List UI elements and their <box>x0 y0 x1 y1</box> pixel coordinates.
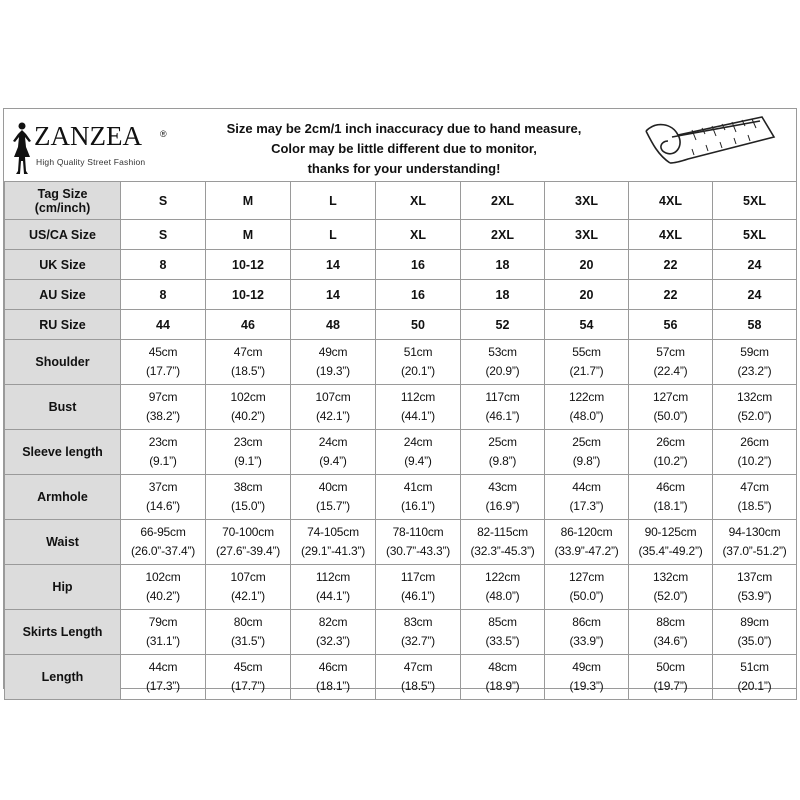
cm-value: 50cm <box>656 660 685 674</box>
measurement-cell <box>291 385 376 430</box>
inch-value: (31.5”) <box>231 634 265 648</box>
cm-value: 55cm <box>572 345 601 359</box>
inch-value: (35.4”-49.2”) <box>638 544 703 558</box>
inch-value: (32.3”-45.3”) <box>470 544 535 558</box>
cm-value: 102cm <box>230 390 266 404</box>
measurement-cell <box>376 430 461 475</box>
cm-value: 132cm <box>736 390 773 404</box>
inch-value: (20.1”) <box>401 364 435 378</box>
inch-value: (32.3”) <box>316 634 350 648</box>
row-label: Hip <box>5 565 121 610</box>
cm-value: 44cm <box>148 660 178 674</box>
inch-value: (23.2”) <box>737 364 772 378</box>
cm-value: 94-130cm <box>728 525 781 539</box>
measurement-cell <box>291 565 376 610</box>
size-cell: 2XL <box>461 220 545 250</box>
measurement-cell <box>376 655 461 700</box>
inch-value: (20.9”) <box>485 364 520 378</box>
cm-value: 25cm <box>572 435 601 449</box>
inch-value: (16.1”) <box>401 499 435 513</box>
row-label-line: Tag Size <box>37 186 88 201</box>
cm-value: 57cm <box>656 345 685 359</box>
inch-value: (33.9”-47.2”) <box>554 544 619 558</box>
cm-value: 132cm <box>652 570 689 584</box>
measurement-cell <box>121 430 206 475</box>
inch-value: (44.1”) <box>316 589 350 603</box>
cm-value: 46cm <box>656 480 685 494</box>
inch-value: (52.0”) <box>737 409 772 423</box>
woman-silhouette-icon <box>10 121 34 177</box>
size-cell: 3XL <box>545 220 629 250</box>
row-label: AU Size <box>5 280 121 310</box>
inch-value: (50.0”) <box>569 589 604 603</box>
inch-value: (29.1”-41.3”) <box>300 544 366 558</box>
table-row <box>5 340 797 385</box>
size-cell: 24 <box>713 280 797 310</box>
measurement-cell <box>206 385 291 430</box>
measurement-cell <box>121 475 206 520</box>
inch-value: (18.1”) <box>316 679 350 693</box>
size-cell: 4XL <box>629 220 713 250</box>
measurement-cell <box>713 655 797 700</box>
cm-value: 86-120cm <box>560 525 613 539</box>
inch-value: (14.6”) <box>146 499 180 513</box>
table-row <box>5 565 797 610</box>
measurement-cell <box>461 340 545 385</box>
inch-value: (42.1”) <box>316 409 350 423</box>
row-label <box>5 182 121 220</box>
measurement-cell <box>545 565 629 610</box>
size-cell: 2XL <box>461 182 545 220</box>
measurement-cell <box>291 340 376 385</box>
measurement-cell <box>713 565 797 610</box>
inch-value: (16.9”) <box>485 499 520 513</box>
cm-value: 127cm <box>568 570 605 584</box>
inch-value: (27.6”-39.4”) <box>215 544 281 558</box>
cm-value: 127cm <box>652 390 689 404</box>
cm-value: 41cm <box>403 480 433 494</box>
size-cell: 44 <box>121 310 206 340</box>
inch-value: (48.0”) <box>485 589 520 603</box>
registered-mark: ® <box>160 129 167 139</box>
inch-value: (17.7”) <box>231 679 265 693</box>
cm-value: 122cm <box>568 390 605 404</box>
measurement-cell <box>629 475 713 520</box>
size-chart <box>3 108 797 693</box>
measurement-cell <box>121 385 206 430</box>
size-cell: 16 <box>376 280 461 310</box>
measurement-cell <box>629 430 713 475</box>
measurement-cell <box>376 475 461 520</box>
inch-value: (35.0”) <box>737 634 772 648</box>
cm-value: 112cm <box>315 570 351 584</box>
inch-value: (18.9”) <box>485 679 520 693</box>
row-label: Waist <box>5 520 121 565</box>
inch-value: (17.7”) <box>146 364 180 378</box>
cm-value: 86cm <box>572 615 601 629</box>
size-cell: 20 <box>545 250 629 280</box>
size-cell: 58 <box>713 310 797 340</box>
cm-value: 48cm <box>488 660 517 674</box>
cm-value: 82-115cm <box>477 525 528 539</box>
measurement-cell <box>545 610 629 655</box>
inch-value: (21.7”) <box>569 364 604 378</box>
size-cell: L <box>291 220 376 250</box>
cm-value: 51cm <box>740 660 769 674</box>
size-cell: XL <box>376 220 461 250</box>
inch-value: (15.7”) <box>316 499 350 513</box>
size-cell: 3XL <box>545 182 629 220</box>
cm-value: 83cm <box>403 615 433 629</box>
row-label: US/CA Size <box>5 220 121 250</box>
size-cell: 24 <box>713 250 797 280</box>
cm-value: 49cm <box>572 660 601 674</box>
measurement-cell <box>713 520 797 565</box>
size-cell: 5XL <box>713 182 797 220</box>
measurement-cell <box>121 520 206 565</box>
table-row <box>5 520 797 565</box>
inch-value: (10.2”) <box>653 454 688 468</box>
measurement-cell <box>121 610 206 655</box>
table-row <box>5 610 797 655</box>
row-label: Bust <box>5 385 121 430</box>
row-label: Skirts Length <box>5 610 121 655</box>
size-cell: 50 <box>376 310 461 340</box>
size-cell: S <box>121 182 206 220</box>
measurement-cell <box>376 520 461 565</box>
measurement-cell <box>121 655 206 700</box>
size-cell: 22 <box>629 280 713 310</box>
size-cell: L <box>291 182 376 220</box>
size-cell: 20 <box>545 280 629 310</box>
measurement-notice <box>204 119 604 179</box>
table-row <box>5 385 797 430</box>
cm-value: 78-110cm <box>392 525 444 539</box>
size-cell: 18 <box>461 250 545 280</box>
measurement-cell <box>545 430 629 475</box>
brand-tagline: High Quality Street Fashion <box>36 157 146 167</box>
table-row <box>5 475 797 520</box>
cm-value: 25cm <box>488 435 517 449</box>
notice-line: thanks for your understanding! <box>307 161 501 176</box>
cm-value: 102cm <box>145 570 181 584</box>
size-cell: 4XL <box>629 182 713 220</box>
size-cell: 46 <box>206 310 291 340</box>
size-cell: 54 <box>545 310 629 340</box>
measurement-cell <box>545 340 629 385</box>
row-label: UK Size <box>5 250 121 280</box>
cm-value: 117cm <box>485 390 520 404</box>
measurement-cell <box>629 385 713 430</box>
cm-value: 117cm <box>400 570 436 584</box>
measurement-cell <box>291 430 376 475</box>
size-cell: 22 <box>629 250 713 280</box>
measurement-cell <box>629 340 713 385</box>
cm-value: 47cm <box>233 345 263 359</box>
size-cell: XL <box>376 182 461 220</box>
table-row <box>5 280 797 310</box>
measurement-cell <box>206 565 291 610</box>
cm-value: 107cm <box>230 570 266 584</box>
inch-value: (40.2”) <box>146 589 180 603</box>
measurement-cell <box>713 385 797 430</box>
cm-value: 43cm <box>488 480 517 494</box>
inch-value: (33.5”) <box>485 634 520 648</box>
inch-value: (20.1”) <box>737 679 772 693</box>
inch-value: (9.8”) <box>488 454 517 468</box>
inch-value: (18.5”) <box>231 364 265 378</box>
measurement-cell <box>121 565 206 610</box>
inch-value: (9.1”) <box>149 454 177 468</box>
inch-value: (18.5”) <box>737 499 772 513</box>
row-label: RU Size <box>5 310 121 340</box>
cm-value: 97cm <box>148 390 178 404</box>
brand-name: ZANZEA <box>34 121 142 151</box>
measurement-cell <box>545 475 629 520</box>
cm-value: 137cm <box>736 570 773 584</box>
cm-value: 80cm <box>233 615 263 629</box>
inch-value: (44.1”) <box>401 409 435 423</box>
inch-value: (18.1”) <box>653 499 688 513</box>
size-cell: 10-12 <box>206 250 291 280</box>
cm-value: 70-100cm <box>222 525 274 539</box>
measurement-cell <box>206 655 291 700</box>
measurement-cell <box>206 475 291 520</box>
measurement-cell <box>291 655 376 700</box>
cm-value: 23cm <box>233 435 263 449</box>
cm-value: 89cm <box>740 615 769 629</box>
cm-value: 47cm <box>403 660 433 674</box>
measurement-cell <box>376 340 461 385</box>
cm-value: 53cm <box>488 345 517 359</box>
measurement-cell <box>206 430 291 475</box>
cm-value: 66-95cm <box>140 525 186 539</box>
size-table <box>4 181 797 700</box>
inch-value: (33.9”) <box>569 634 604 648</box>
row-label: Sleeve length <box>5 430 121 475</box>
inch-value: (53.9”) <box>737 589 772 603</box>
cm-value: 38cm <box>233 480 263 494</box>
cm-value: 79cm <box>148 615 178 629</box>
size-cell: S <box>121 220 206 250</box>
inch-value: (46.1”) <box>401 589 435 603</box>
size-cell: 18 <box>461 280 545 310</box>
measurement-cell <box>376 610 461 655</box>
cm-value: 74-105cm <box>307 525 359 539</box>
size-cell: 52 <box>461 310 545 340</box>
inch-value: (50.0”) <box>653 409 688 423</box>
table-row <box>5 655 797 700</box>
cm-value: 24cm <box>403 435 433 449</box>
size-cell: 5XL <box>713 220 797 250</box>
measurement-cell <box>713 430 797 475</box>
measurement-cell <box>206 520 291 565</box>
measurement-cell <box>206 340 291 385</box>
inch-value: (9.4”) <box>319 454 347 468</box>
measurement-cell <box>461 520 545 565</box>
notice-line: Size may be 2cm/1 inch inaccuracy due to hand measure, <box>226 121 582 136</box>
inch-value: (17.3”) <box>569 499 604 513</box>
cm-value: 88cm <box>656 615 685 629</box>
cm-value: 82cm <box>318 615 348 629</box>
inch-value: (19.3”) <box>316 364 350 378</box>
cm-value: 51cm <box>403 345 433 359</box>
cm-value: 24cm <box>318 435 348 449</box>
size-cell: 14 <box>291 280 376 310</box>
inch-value: (15.0”) <box>231 499 265 513</box>
cm-value: 47cm <box>740 480 769 494</box>
cm-value: 46cm <box>318 660 348 674</box>
measurement-cell <box>291 475 376 520</box>
inch-value: (42.1”) <box>231 589 265 603</box>
measurement-cell <box>291 610 376 655</box>
cm-value: 44cm <box>572 480 601 494</box>
size-cell: 10-12 <box>206 280 291 310</box>
measurement-cell <box>713 340 797 385</box>
inch-value: (32.7”) <box>401 634 435 648</box>
measurement-cell <box>461 430 545 475</box>
measurement-cell <box>629 610 713 655</box>
table-row <box>5 430 797 475</box>
inch-value: (30.7”-43.3”) <box>385 544 451 558</box>
inch-value: (48.0”) <box>569 409 604 423</box>
inch-value: (26.0”-37.4”) <box>130 544 196 558</box>
inch-value: (46.1”) <box>485 409 520 423</box>
cm-value: 112cm <box>400 390 436 404</box>
inch-value: (34.6”) <box>653 634 688 648</box>
row-label-line: (cm/inch) <box>34 200 91 215</box>
inch-value: (19.3”) <box>569 679 604 693</box>
measurement-cell <box>376 565 461 610</box>
measurement-cell <box>461 655 545 700</box>
chart-header <box>4 109 796 182</box>
size-cell: 8 <box>121 280 206 310</box>
measurement-cell <box>121 340 206 385</box>
measurement-cell <box>713 475 797 520</box>
cm-value: 45cm <box>148 345 178 359</box>
cm-value: 107cm <box>315 390 351 404</box>
table-row <box>5 182 797 220</box>
cm-value: 59cm <box>740 345 769 359</box>
row-label: Shoulder <box>5 340 121 385</box>
size-cell: 56 <box>629 310 713 340</box>
inch-value: (22.4”) <box>653 364 688 378</box>
cm-value: 49cm <box>318 345 348 359</box>
inch-value: (19.7”) <box>653 679 688 693</box>
inch-value: (9.4”) <box>404 454 432 468</box>
size-cell: 14 <box>291 250 376 280</box>
inch-value: (37.0”-51.2”) <box>722 544 787 558</box>
table-row <box>5 250 797 280</box>
measurement-cell <box>206 610 291 655</box>
cm-value: 23cm <box>148 435 178 449</box>
inch-value: (17.3”) <box>146 679 180 693</box>
inch-value: (31.1”) <box>146 634 180 648</box>
inch-value: (9.8”) <box>572 454 601 468</box>
inch-value: (9.1”) <box>234 454 262 468</box>
size-cell: 8 <box>121 250 206 280</box>
inch-value: (18.5”) <box>401 679 435 693</box>
measurement-cell <box>376 385 461 430</box>
size-cell: 16 <box>376 250 461 280</box>
measurement-cell <box>545 385 629 430</box>
inch-value: (38.2”) <box>146 409 180 423</box>
cm-value: 37cm <box>148 480 178 494</box>
measurement-cell <box>545 655 629 700</box>
measurement-cell <box>291 520 376 565</box>
size-cell: M <box>206 182 291 220</box>
measurement-cell <box>461 565 545 610</box>
measurement-cell <box>629 565 713 610</box>
measurement-cell <box>461 610 545 655</box>
cm-value: 40cm <box>318 480 348 494</box>
size-cell: M <box>206 220 291 250</box>
measurement-cell <box>545 520 629 565</box>
cm-value: 45cm <box>233 660 263 674</box>
row-label: Length <box>5 655 121 700</box>
cm-value: 26cm <box>740 435 769 449</box>
cm-value: 90-125cm <box>644 525 697 539</box>
table-row <box>5 220 797 250</box>
inch-value: (52.0”) <box>653 589 688 603</box>
cm-value: 122cm <box>484 570 521 584</box>
inch-value: (10.2”) <box>737 454 772 468</box>
inch-value: (40.2”) <box>231 409 265 423</box>
table-row <box>5 310 797 340</box>
cm-value: 85cm <box>488 615 517 629</box>
measurement-cell <box>629 520 713 565</box>
brand-logo <box>10 117 200 177</box>
measurement-cell <box>629 655 713 700</box>
measuring-tape-icon <box>632 113 782 177</box>
cm-value: 26cm <box>656 435 685 449</box>
notice-line: Color may be little different due to monitor, <box>271 141 537 156</box>
measurement-cell <box>461 385 545 430</box>
size-cell: 48 <box>291 310 376 340</box>
measurement-cell <box>461 475 545 520</box>
measurement-cell <box>713 610 797 655</box>
row-label: Armhole <box>5 475 121 520</box>
